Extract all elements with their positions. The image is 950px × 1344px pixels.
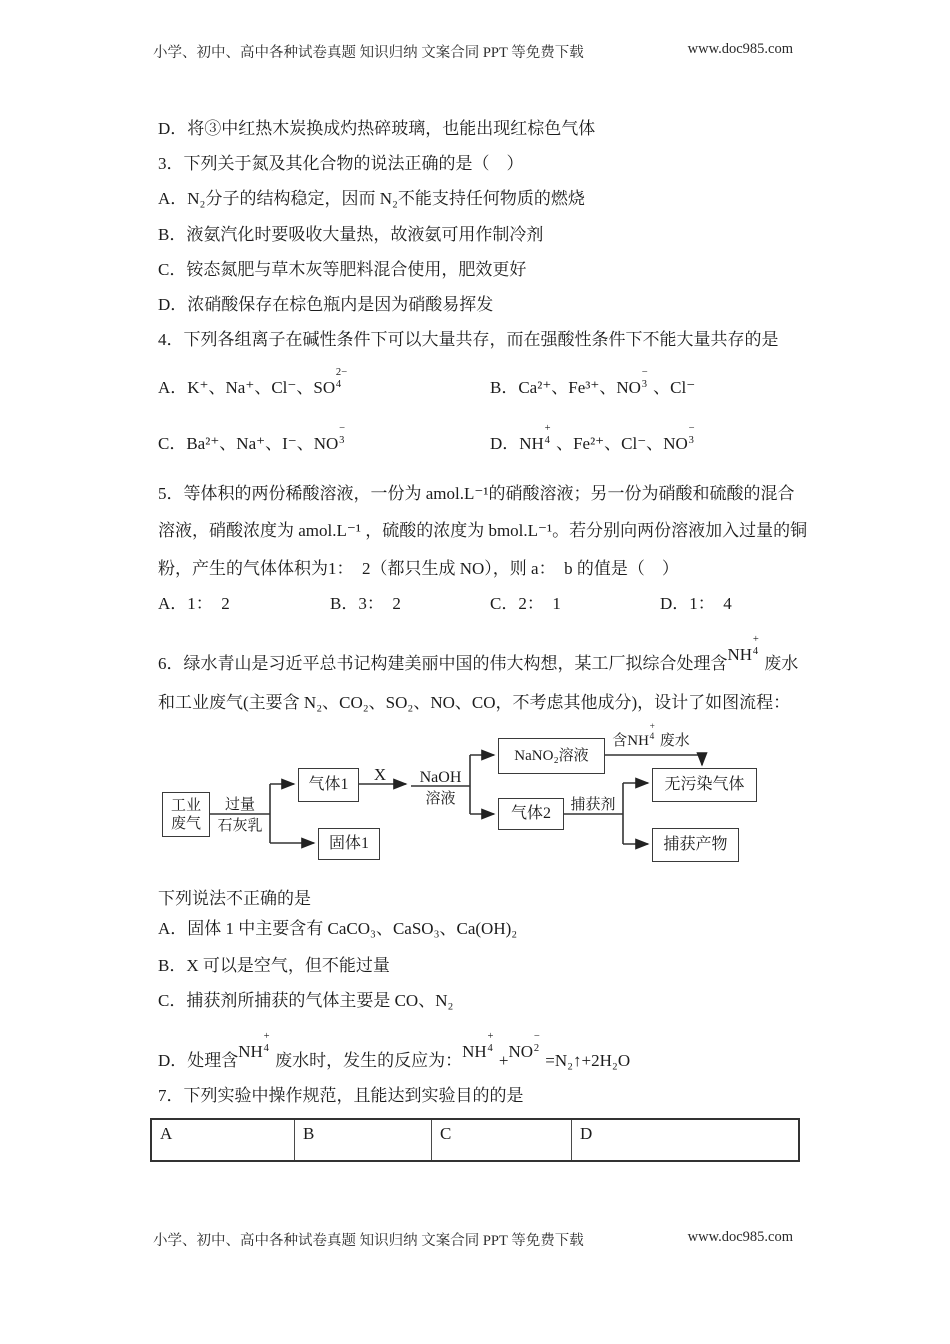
diagram-box-solid1: 固体1 bbox=[318, 828, 380, 860]
q6-option-c: C．捕获剂所捕获的气体主要是 CO、N₂ bbox=[158, 991, 454, 1010]
diagram-box-nano2-solution: NaNO₂溶液 bbox=[498, 738, 605, 774]
q7-stem: 7．下列实验中操作规范，且能达到实验目的的是 bbox=[158, 1086, 524, 1105]
diagram-label-excess: 过量 bbox=[224, 797, 255, 813]
diagram-label-capture-agent: 捕获剂 bbox=[570, 797, 616, 813]
q2-option-d: D．将③中红热木炭换成灼热碎玻璃，也能出现红棕色气体 bbox=[158, 119, 596, 138]
formula-nh4: NH + 4 bbox=[519, 422, 551, 453]
q3-option-a: A．N₂分子的结构稳定，因而 N₂不能支持任何物质的燃烧 bbox=[158, 189, 585, 208]
formula-no3: NO − 3 bbox=[313, 422, 346, 453]
q5-option-d: D．1： 4 bbox=[660, 594, 732, 613]
q5-line3: 粉，产生的气体体积为1： 2（都只生成 NO），则 a： b 的值是（ ） bbox=[158, 559, 679, 578]
q7-table-cell-b: B bbox=[295, 1120, 432, 1160]
q4-option-a: A．K⁺、Na⁺、Cl⁻、SO 2− 4 bbox=[158, 366, 348, 397]
footer-text: 小学、初中、高中各种试卷真题 知识归纳 文案合同 PPT 等免费下载 bbox=[153, 1233, 584, 1249]
q3-option-d: D．浓硝酸保存在棕色瓶内是因为硝酸易挥发 bbox=[158, 295, 494, 314]
q6-option-b: B．X 可以是空气，但不能过量 bbox=[158, 956, 390, 975]
formula-no2: NO − 2 bbox=[508, 1030, 540, 1061]
q5-option-c: C．2： 1 bbox=[490, 594, 561, 613]
q3-option-c: C．铵态氮肥与草木灰等肥料混合使用，肥效更好 bbox=[158, 260, 527, 279]
formula-nh4: NH + 4 bbox=[238, 1030, 270, 1061]
diagram-label-x: X bbox=[373, 765, 387, 784]
q7-table bbox=[150, 1118, 800, 1162]
formula-nh4: NH + 4 bbox=[462, 1030, 494, 1061]
diagram-box-industrial-waste-gas: 工业 废气 bbox=[162, 792, 210, 837]
q4-option-c: C．Ba²⁺、Na⁺、I⁻、NO − 3 bbox=[158, 432, 351, 454]
q5-option-a: A．1： 2 bbox=[158, 594, 230, 613]
diagram-label-naoh-solution: 溶液 bbox=[425, 791, 456, 807]
footer-url: www.doc985.com bbox=[687, 1229, 793, 1245]
formula-nh4: NH + 4 bbox=[727, 633, 759, 664]
q5-option-b: B．3： 2 bbox=[330, 594, 401, 613]
q4-stem: 4．下列各组离子在碱性条件下可以大量共存，而在强酸性条件下不能大量共存的是 bbox=[158, 330, 779, 349]
diagram-box-capture-product: 捕获产物 bbox=[652, 828, 739, 862]
formula-nh4: + 4 bbox=[649, 721, 655, 743]
q4-option-d: D．NH + 4 、Fe²⁺、Cl⁻、NO − 3 bbox=[490, 432, 700, 454]
formula-so4: SO 2− 4 bbox=[313, 366, 348, 397]
page-header bbox=[153, 41, 793, 62]
q7-table-cell-d: D bbox=[580, 1124, 593, 1143]
diagram-box-clean-gas: 无污染气体 bbox=[652, 768, 757, 802]
q6-stem-line1: 6．绿水青山是习近平总书记构建美丽中国的伟大构想，某工厂拟综合处理含NH + 4 废水 bbox=[158, 633, 799, 673]
q5-line2: 溶液，硝酸浓度为 amol.L⁻¹ ，硫酸的浓度为 bmol.L⁻¹。若分别向两份溶液加入过量的铜 bbox=[158, 521, 808, 540]
diagram-label-naoh: NaOH bbox=[419, 769, 462, 786]
page-footer bbox=[153, 1229, 793, 1250]
formula-no3: NO − 3 bbox=[663, 422, 695, 453]
q6-option-d: D．处理含NH + 4 废水时，发生的反应为：NH + 4 +NO − 2 =N₂↑+2H₂O bbox=[158, 1030, 631, 1070]
q6-note: 下列说法不正确的是 bbox=[158, 889, 311, 908]
diagram-label-lime-milk: 石灰乳 bbox=[217, 818, 263, 834]
header-url: www.doc985.com bbox=[687, 41, 793, 57]
q4-option-b: B．Ca²⁺、Fe³⁺、NO − 3 、Cl⁻ bbox=[490, 366, 696, 397]
q6-option-a: A．固体 1 中主要含有 CaCO₃、CaSO₃、Ca(OH)₂ bbox=[158, 919, 518, 938]
formula-no3: NO − 3 bbox=[616, 366, 648, 397]
header-text: 小学、初中、高中各种试卷真题 知识归纳 文案合同 PPT 等免费下载 bbox=[153, 45, 584, 61]
diagram-box-gas2: 气体2 bbox=[498, 798, 564, 830]
q7-table-cell-c: C bbox=[432, 1120, 572, 1160]
diagram-box-gas1: 气体1 bbox=[298, 768, 359, 802]
q5-line1: 5．等体积的两份稀酸溶液，一份为 amol.L⁻¹的硝酸溶液；另一份为硝酸和硫酸的混合 bbox=[158, 484, 795, 503]
diagram-label-nh4-wastewater: 含NH + 4 废水 bbox=[612, 721, 690, 749]
q6-stem-line2: 和工业废气(主要含 N₂、CO₂、SO₂、NO、CO，不考虑其他成分)，设计了如图流程： bbox=[158, 693, 791, 712]
q3-option-b: B．液氨汽化时要吸收大量热，故液氨可用作制冷剂 bbox=[158, 225, 544, 244]
q3-stem: 3．下列关于氮及其化合物的说法正确的是（ ） bbox=[158, 154, 524, 173]
q7-table-cell-a: A bbox=[152, 1120, 295, 1160]
q6-flow-diagram bbox=[150, 720, 810, 880]
